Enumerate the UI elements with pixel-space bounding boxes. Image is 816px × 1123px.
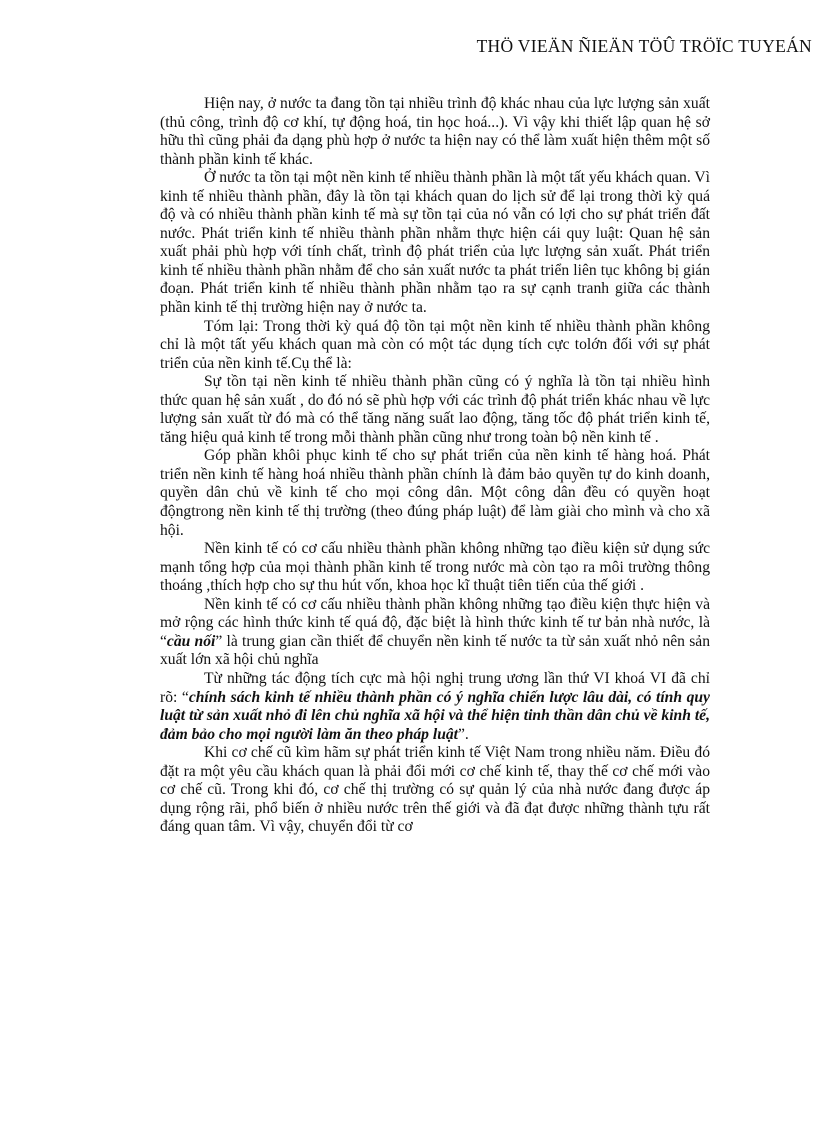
paragraph-text: ” là trung gian cần thiết để chuyển nền kinh tế nước ta từ sản xuất nhỏ nên sản xuất lớn xã hội chủ nghĩa [160,632,710,669]
paragraph-text: ”. [458,725,469,743]
paragraph: Hiện nay, ở nước ta đang tồn tại nhiều trình độ khác nhau của lực lượng sản xuất (thủ công, trình độ cơ khí, tự động hoá, tin học hoá...). Vì vậy khi thiết lập quan hệ sở hữu thì cũng phải đa dạng phù hợp ở nước ta hiện nay có thể làm xuất hiện thêm một số thành phần kinh tế khác. [160,95,710,168]
paragraph [160,670,710,744]
quote-emphasis-text: chính sách kinh tế nhiều thành phần có ý nghĩa chiến lược lâu dài, có tính quy luật từ sản xuất nhỏ đi lên chủ nghĩa xã hội và thể hiện tinh thần dân chủ về kinh tế, đảm bảo cho mọi người làm ăn theo pháp luật [160,688,710,743]
paragraph [160,596,710,670]
document-body [160,95,710,837]
page-header: THÖ VIEÄN ÑIEÄN TÖÛ TRÖÏC TUYEÁN [476,36,812,56]
paragraph: Nền kinh tế có cơ cấu nhiều thành phần không những tạo điều kiện sử dụng sức mạnh tổng hợp của mọi thành phần kinh tế trong nước mà còn tạo ra môi trường thông thoáng ,thích hợp cho sự thu hút vốn, khoa học kĩ thuật tiên tiến của thế giới . [160,540,710,595]
paragraph: Ở nước ta tồn tại một nền kinh tế nhiều thành phần là một tất yếu khách quan. Vì kinh tế nhiều thành phần, đây là tồn tại khách quan do lịch sử để lại trong thời kỳ quá độ và có nhiều thành phần kinh tế mà sự tồn tại của nó vẫn có lợi cho sự phát triển đất nước. Phát triển kinh tế nhiều thành phần nhằm thực hiện cái quy luật: Quan hệ sản xuất phải phù hợp với tính chất, trình độ phát triển của lực lượng sản xuất. Phát triển kinh tế nhiều thành phần nhằm để cho sản xuất nước ta phát triển liên tục không bị gián đoạn. Phát triển kinh tế nhiều thành phần nhằm tạo ra sự cạnh tranh giữa các thành phần kinh tế thị trường hiện nay ở nước ta. [160,169,710,317]
paragraph: Sự tồn tại nền kinh tế nhiều thành phần cũng có ý nghĩa là tồn tại nhiều hình thức quan hệ sản xuất , do đó nó sẽ phù hợp với các trình độ phát triển khác nhau về lực lượng sản xuất từ đó mà có thể tăng năng suất lao động, tăng tốc độ phát triển kinh tế, tăng hiệu quả kinh tế trong mỗi thành phần cũng như trong toàn bộ nền kinh tế . [160,373,710,446]
paragraph: Tóm lại: Trong thời kỳ quá độ tồn tại một nền kinh tế nhiều thành phần không chỉ là một tất yếu khách quan mà còn có một tác dụng tích cực tolớn đối với sự phát triển của nền kinh tế.Cụ thể là: [160,317,710,372]
paragraph-text: Nền kinh tế có cơ cấu nhiều thành phần không những tạo điều kiện thực hiện và mở rộng các hình thức kinh tế quá độ, đặc biệt là hình thức kinh tế tư bản nhà nước, là “ [160,595,710,650]
paragraph: Góp phần khôi phục kinh tế cho sự phát triển của nền kinh tế hàng hoá. Phát triển nền kinh tế hàng hoá nhiều thành phần chính là đảm bảo quyền tự do kinh doanh, quyền dân chủ về kinh tế cho mọi công dân. Một công dân đều có quyền hoạt độngtrong nền kinh tế thị trường (theo đúng pháp luật) để làm giài cho mình và cho xã hội. [160,447,710,539]
paragraph-text: Từ những tác động tích cực mà hội nghị trung ương lần thứ VI khoá VI đã chỉ rõ: “ [160,669,710,706]
paragraph: Khi cơ chế cũ kìm hãm sự phát triển kinh tế Việt Nam trong nhiều năm. Điều đó đặt ra một yêu cầu khách quan là phải đổi mới cơ chế kinh tế, thay thế cơ chế mới vào cơ chế cũ. Trong khi đó, cơ chế thị trường có sự quản lý của nhà nước đang được áp dụng rộng rãi, phổ biến ở nhiều nước trên thế giới và đã đạt được những thành tựu rất đáng quan tâm. Vì vậy, chuyển đổi từ cơ [160,744,710,836]
emphasis-text: cầu nối [166,632,216,650]
